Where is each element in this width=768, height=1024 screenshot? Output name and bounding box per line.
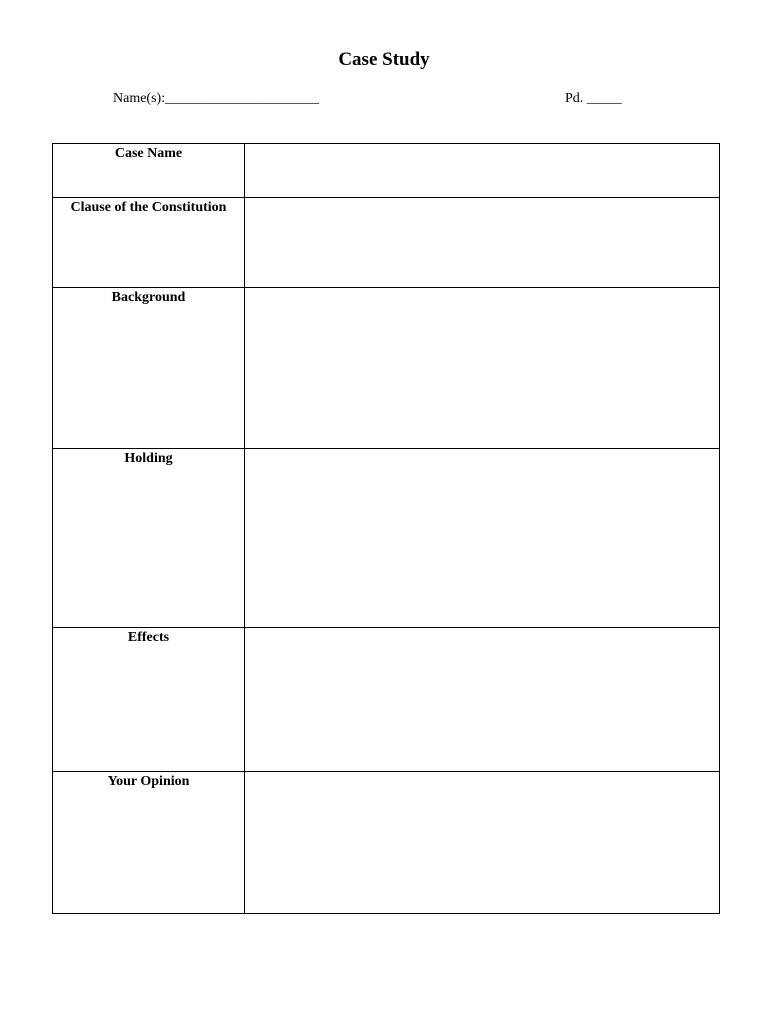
names-field[interactable]: Name(s):______________________ bbox=[113, 91, 320, 106]
table-row bbox=[53, 288, 720, 449]
row-label: Effects bbox=[127, 630, 170, 645]
table-row bbox=[53, 144, 720, 198]
effects-answer-cell[interactable] bbox=[245, 628, 720, 772]
row-label-cell bbox=[53, 198, 245, 288]
background-answer-cell[interactable] bbox=[245, 288, 720, 449]
case-study-table bbox=[52, 143, 720, 914]
row-label: Case Name bbox=[114, 146, 183, 161]
period-field[interactable]: Pd. _____ bbox=[565, 91, 622, 106]
table-row bbox=[53, 449, 720, 628]
row-label-cell bbox=[53, 772, 245, 914]
clause-answer-cell[interactable] bbox=[245, 198, 720, 288]
table-row bbox=[53, 772, 720, 914]
row-label: Holding bbox=[124, 451, 173, 466]
holding-answer-cell[interactable] bbox=[245, 449, 720, 628]
table-row bbox=[53, 628, 720, 772]
page-title: Case Study bbox=[338, 49, 430, 70]
row-label-cell bbox=[53, 144, 245, 198]
row-label-cell bbox=[53, 288, 245, 449]
case-name-answer-cell[interactable] bbox=[245, 144, 720, 198]
table-row bbox=[53, 198, 720, 288]
opinion-answer-cell[interactable] bbox=[245, 772, 720, 914]
row-label-cell bbox=[53, 628, 245, 772]
row-label-cell bbox=[53, 449, 245, 628]
row-label: Background bbox=[111, 290, 186, 305]
row-label: Clause of the Constitution bbox=[70, 200, 227, 215]
row-label: Your Opinion bbox=[107, 774, 190, 789]
